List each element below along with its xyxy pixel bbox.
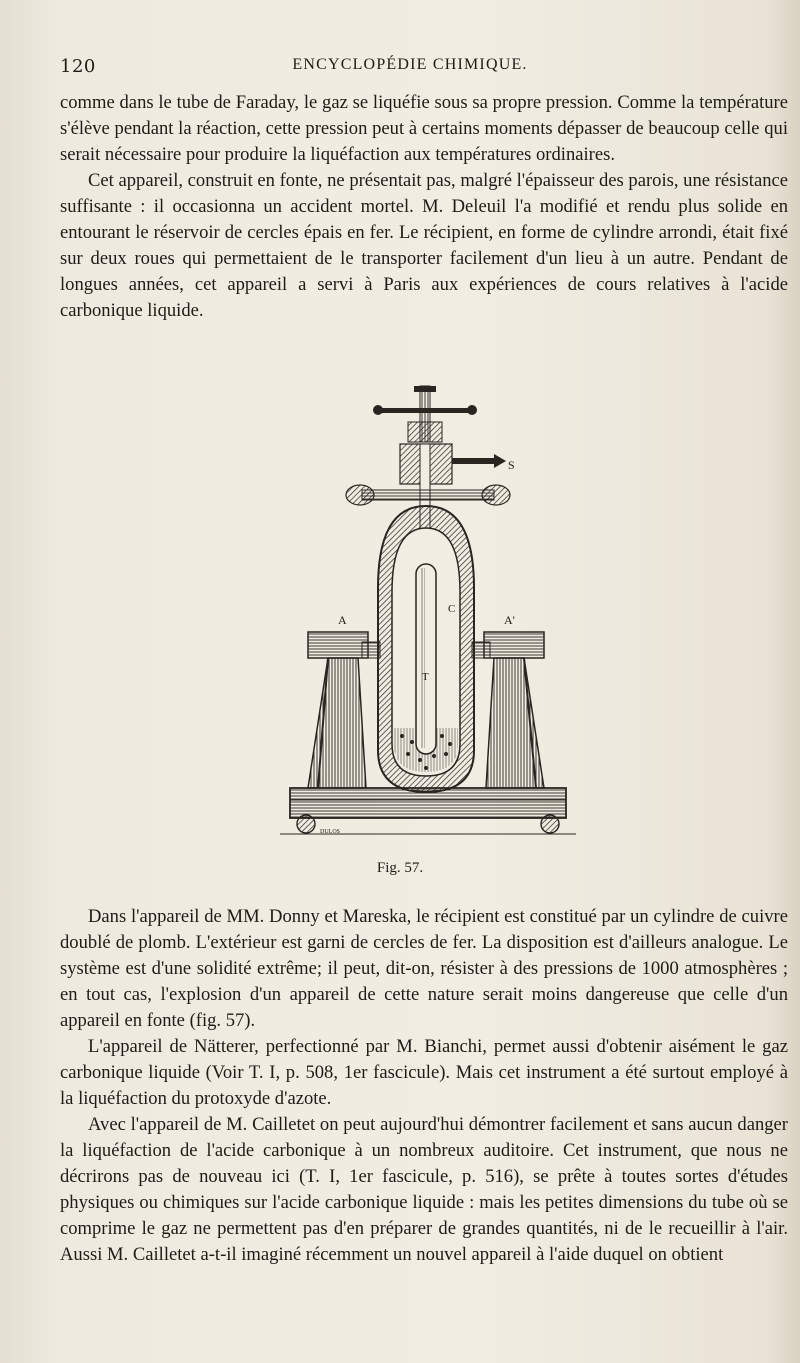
base-plank — [280, 788, 576, 834]
screw-handle — [373, 386, 477, 442]
paragraph-donny-mareska: Dans l'appareil de MM. Donny et Mareska, le récipient est constitué par un cylindre de cuivre doublé de plomb. L'extérieur est garni de cercles de fer. La disposition est d'ailleurs analogue. Le système est d'une solidité extrême; il peut, dit-on, résister à des pressions de 1000 atmosphères ; en tout cas, l'explosion d'un appareil de cette nature serait moins dangereuse que celle d'un appareil en fonte (fig. 57). — [60, 906, 788, 1031]
reservoir — [378, 506, 474, 792]
label-t: T — [422, 671, 429, 683]
paragraph-deleuil: Cet appareil, construit en fonte, ne présentait pas, malgré l'épaisseur des parois, une résistance suffisante : il occasionna un accident mortel. M. Deleuil l'a modifié et rendu plus solide en entourant le réservoir de cercles épais en fer. Le récipient, en forme de cylindre arrondi, était fixé sur deux roues qui permettaient de le transporter facilement d'un lieu à un autre. Pendant de longues années, cet appareil a servi à Paris aux expériences de cours relatives à l'acide carbonique liquide. — [60, 170, 788, 321]
paragraph-faraday: comme dans le tube de Faraday, le gaz se liquéfie sous sa propre pression. Comme la température s'élève pendant la réaction, cette pression peut à certains moments dépasser de beaucoup celle qui serait nécessaire pour produire la liquéfaction aux températures ordinaires. — [60, 92, 788, 165]
label-s: S — [508, 458, 515, 472]
running-head: ENCYCLOPÉDIE CHIMIQUE. — [292, 56, 528, 73]
label-a: A — [338, 613, 347, 627]
apparatus-figure — [280, 378, 580, 848]
lower-text-block — [60, 904, 788, 1268]
page-header — [60, 56, 760, 82]
engraver-signature: DULOS — [320, 829, 341, 835]
left-support — [308, 632, 368, 788]
label-c: C — [448, 603, 456, 615]
page-number: 120 — [60, 56, 96, 77]
apparatus-engraving — [280, 378, 580, 848]
upper-text-block — [60, 90, 788, 324]
right-support — [484, 632, 544, 788]
label-a-prime: A' — [504, 613, 515, 627]
figure-caption: Fig. 57. — [376, 860, 424, 876]
paragraph-cailletet: Avec l'appareil de M. Cailletet on peut aujourd'hui démontrer facilement et sans aucun danger la liquéfaction de l'acide carbonique à un nombreux auditoire. Cet instrument, que nous ne décrirons pas de nouveau ici (T. I, 1er fascicule, p. 516), se prête à toutes sortes d'études physiques ou chimiques sur l'acide carbonique liquide : mais les petites dimensions du tube où se comprime le gaz ne permettent pas d'en préparer de grandes quantités, ni de le recueillir à l'air. Aussi M. Cailletet a-t-il imaginé récemment un nouvel appareil à l'aide duquel on obtient — [60, 1114, 788, 1265]
paragraph-natterer: L'appareil de Nätterer, perfectionné par M. Bianchi, permet aussi d'obtenir aisément le gaz carbonique liquide (Voir T. I, p. 508, 1er fascicule). Mais cet instrument a été surtout employé à la liquéfaction du protoxyde d'azote. — [60, 1036, 788, 1109]
